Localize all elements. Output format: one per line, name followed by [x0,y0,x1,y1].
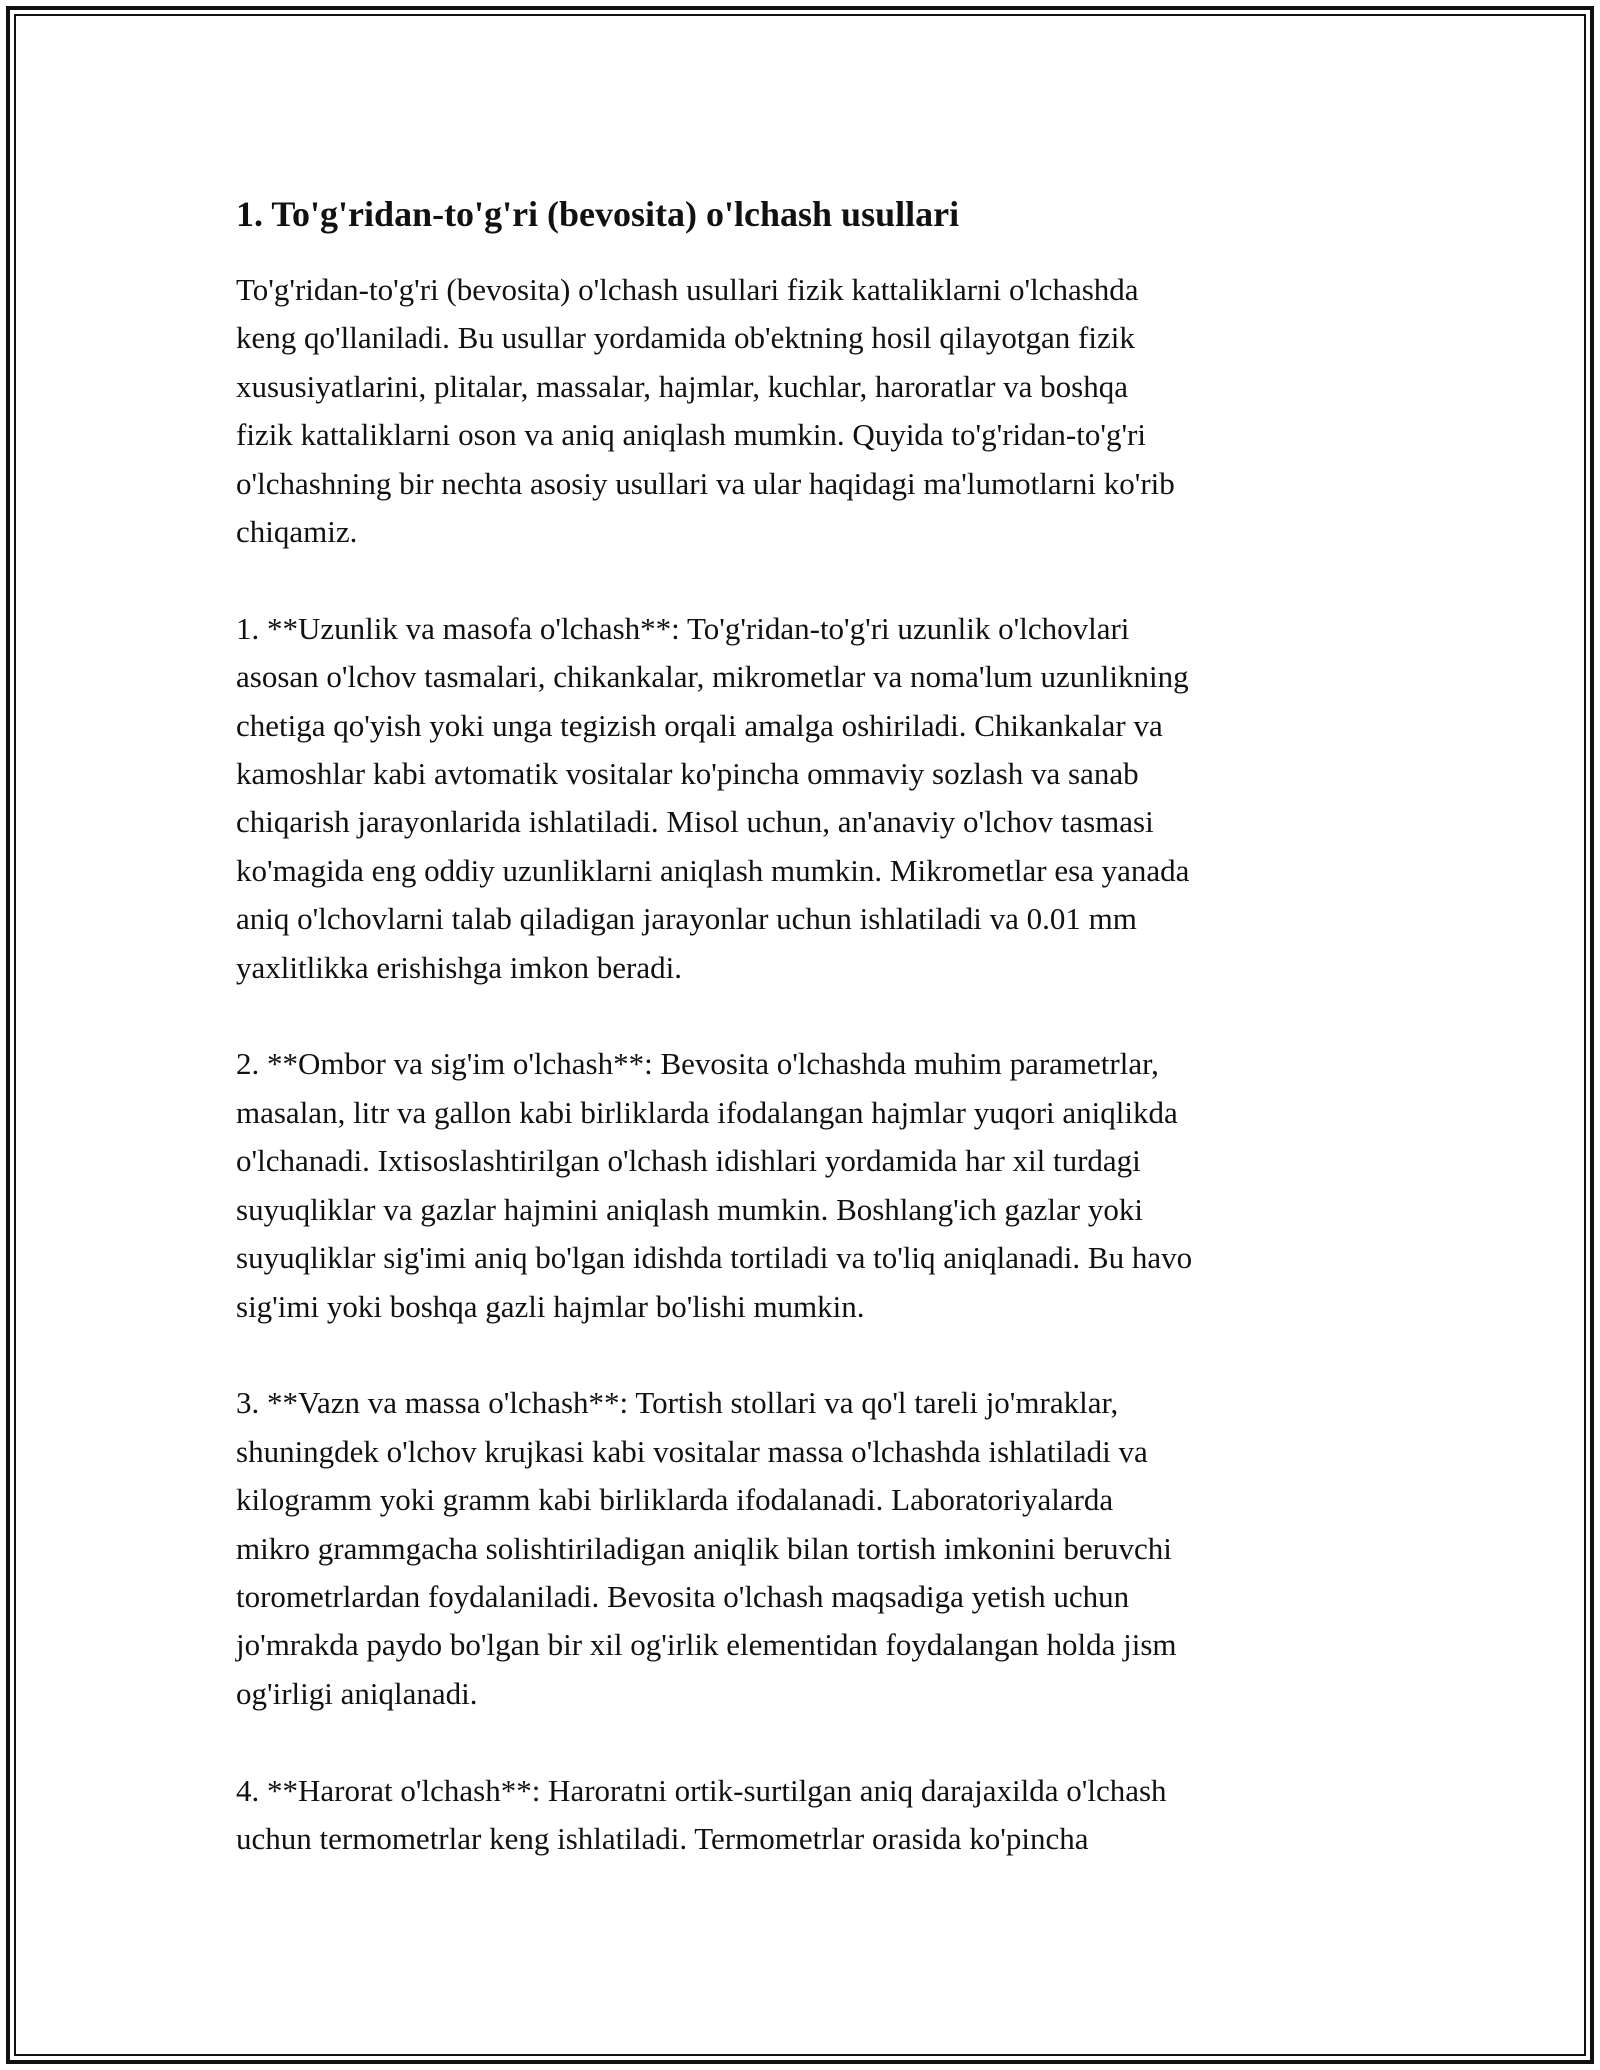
text-line: ko'magida eng oddiy uzunliklarni aniqlash mumkin. Mikrometlar esa yanada [236,852,1190,888]
text-line: xususiyatlarini, plitalar, massalar, hajmlar, kuchlar, haroratlar va boshqa [236,368,1129,404]
paragraph-temperature-measurement [236,1767,1376,1864]
paragraph-gap [236,1331,1376,1379]
text-line: To'g'ridan-to'g'ri (bevosita) o'lchash usullari fizik kattaliklarni o'lchashda [236,272,1139,307]
text-line: keng qo'llaniladi. Bu usullar yordamida ob'ektning hosil qilayotgan fizik [236,320,1135,356]
text-line: jo'mrakda paydo bo'lgan bir xil og'irlik elementidan foydalangan holda jism [236,1627,1177,1663]
text-line: 2. **Ombor va sig'im o'lchash**: Bevosita o'lchashda muhim parametrlar, [236,1046,1159,1082]
text-line: suyuqliklar va gazlar hajmini aniqlash mumkin. Boshlang'ich gazlar yoki [236,1191,1143,1227]
text-line: kilogramm yoki gramm kabi birliklarda ifodalanadi. Laboratoriyalarda [236,1482,1114,1518]
text-line: o'lchanadi. Ixtisoslashtirilgan o'lchash idishlari yordamida har xil turdagi [236,1143,1141,1179]
text-line: sig'imi yoki boshqa gazli hajmlar bo'lishi mumkin. [236,1288,865,1324]
paragraph-mass-measurement [236,1379,1376,1718]
paragraph-gap [236,556,1376,604]
text-line: shuningdek o'lchov krujkasi kabi vositalar massa o'lchashda ishlatiladi va [236,1433,1148,1469]
text-line: 4. **Harorat o'lchash**: Haroratni ortik-surtilgan aniq darajaxilda o'lchash [236,1772,1167,1808]
paragraph-gap [236,1718,1376,1766]
text-line: masalan, litr va gallon kabi birliklarda ifodalangan hajmlar yuqori aniqlikda [236,1094,1178,1130]
text-line: chiqamiz. [236,514,358,550]
text-line: suyuqliklar sig'imi aniq bo'lgan idishda tortiladi va to'liq aniqlanadi. Bu havo [236,1240,1193,1276]
text-line: o'lchashning bir nechta asosiy usullari va ular haqidagi ma'lumotlarni ko'rib [236,465,1175,501]
text-line: uchun termometrlar keng ishlatiladi. Termometrlar orasida ko'pincha [236,1820,1089,1856]
text-line: mikro grammgacha solishtiriladigan aniqlik bilan tortish imkonini beruvchi [236,1530,1172,1566]
text-line: chiqarish jarayonlarida ishlatiladi. Misol uchun, an'anaviy o'lchov tasmasi [236,804,1154,840]
paragraph-volume-measurement [236,1040,1376,1330]
text-line: chetiga qo'yish yoki unga tegizish orqali amalga oshiriladi. Chikankalar va [236,707,1163,743]
text-line: asosan o'lchov tasmalari, chikankalar, mikrometlar va noma'lum uzunlikning [236,659,1189,695]
text-line: 3. **Vazn va massa o'lchash**: Tortish stollari va qo'l tareli jo'mraklar, [236,1385,1119,1421]
paragraph-length-measurement [236,605,1376,992]
document-body [236,186,1376,1863]
paragraph-gap [236,992,1376,1040]
paragraph-intro [236,266,1376,556]
text-line: yaxlitlikka erishishga imkon beradi. [236,949,682,985]
text-line: fizik kattaliklarni oson va aniq aniqlash mumkin. Quyida to'g'ridan-to'g'ri [236,417,1146,453]
text-line: aniq o'lchovlarni talab qiladigan jarayonlar uchun ishlatiladi va 0.01 mm [236,901,1137,937]
text-line: 1. **Uzunlik va masofa o'lchash**: To'g'ridan-to'g'ri uzunlik o'lchovlari [236,610,1130,646]
text-line: torometrlardan foydalaniladi. Bevosita o'lchash maqsadiga yetish uchun [236,1578,1130,1614]
text-line: og'irligi aniqlanadi. [236,1675,478,1711]
text-line: kamoshlar kabi avtomatik vositalar ko'pincha ommaviy sozlash va sanab [236,756,1139,792]
document-title: 1. To'g'ridan-to'g'ri (bevosita) o'lchash usullari [236,194,960,234]
